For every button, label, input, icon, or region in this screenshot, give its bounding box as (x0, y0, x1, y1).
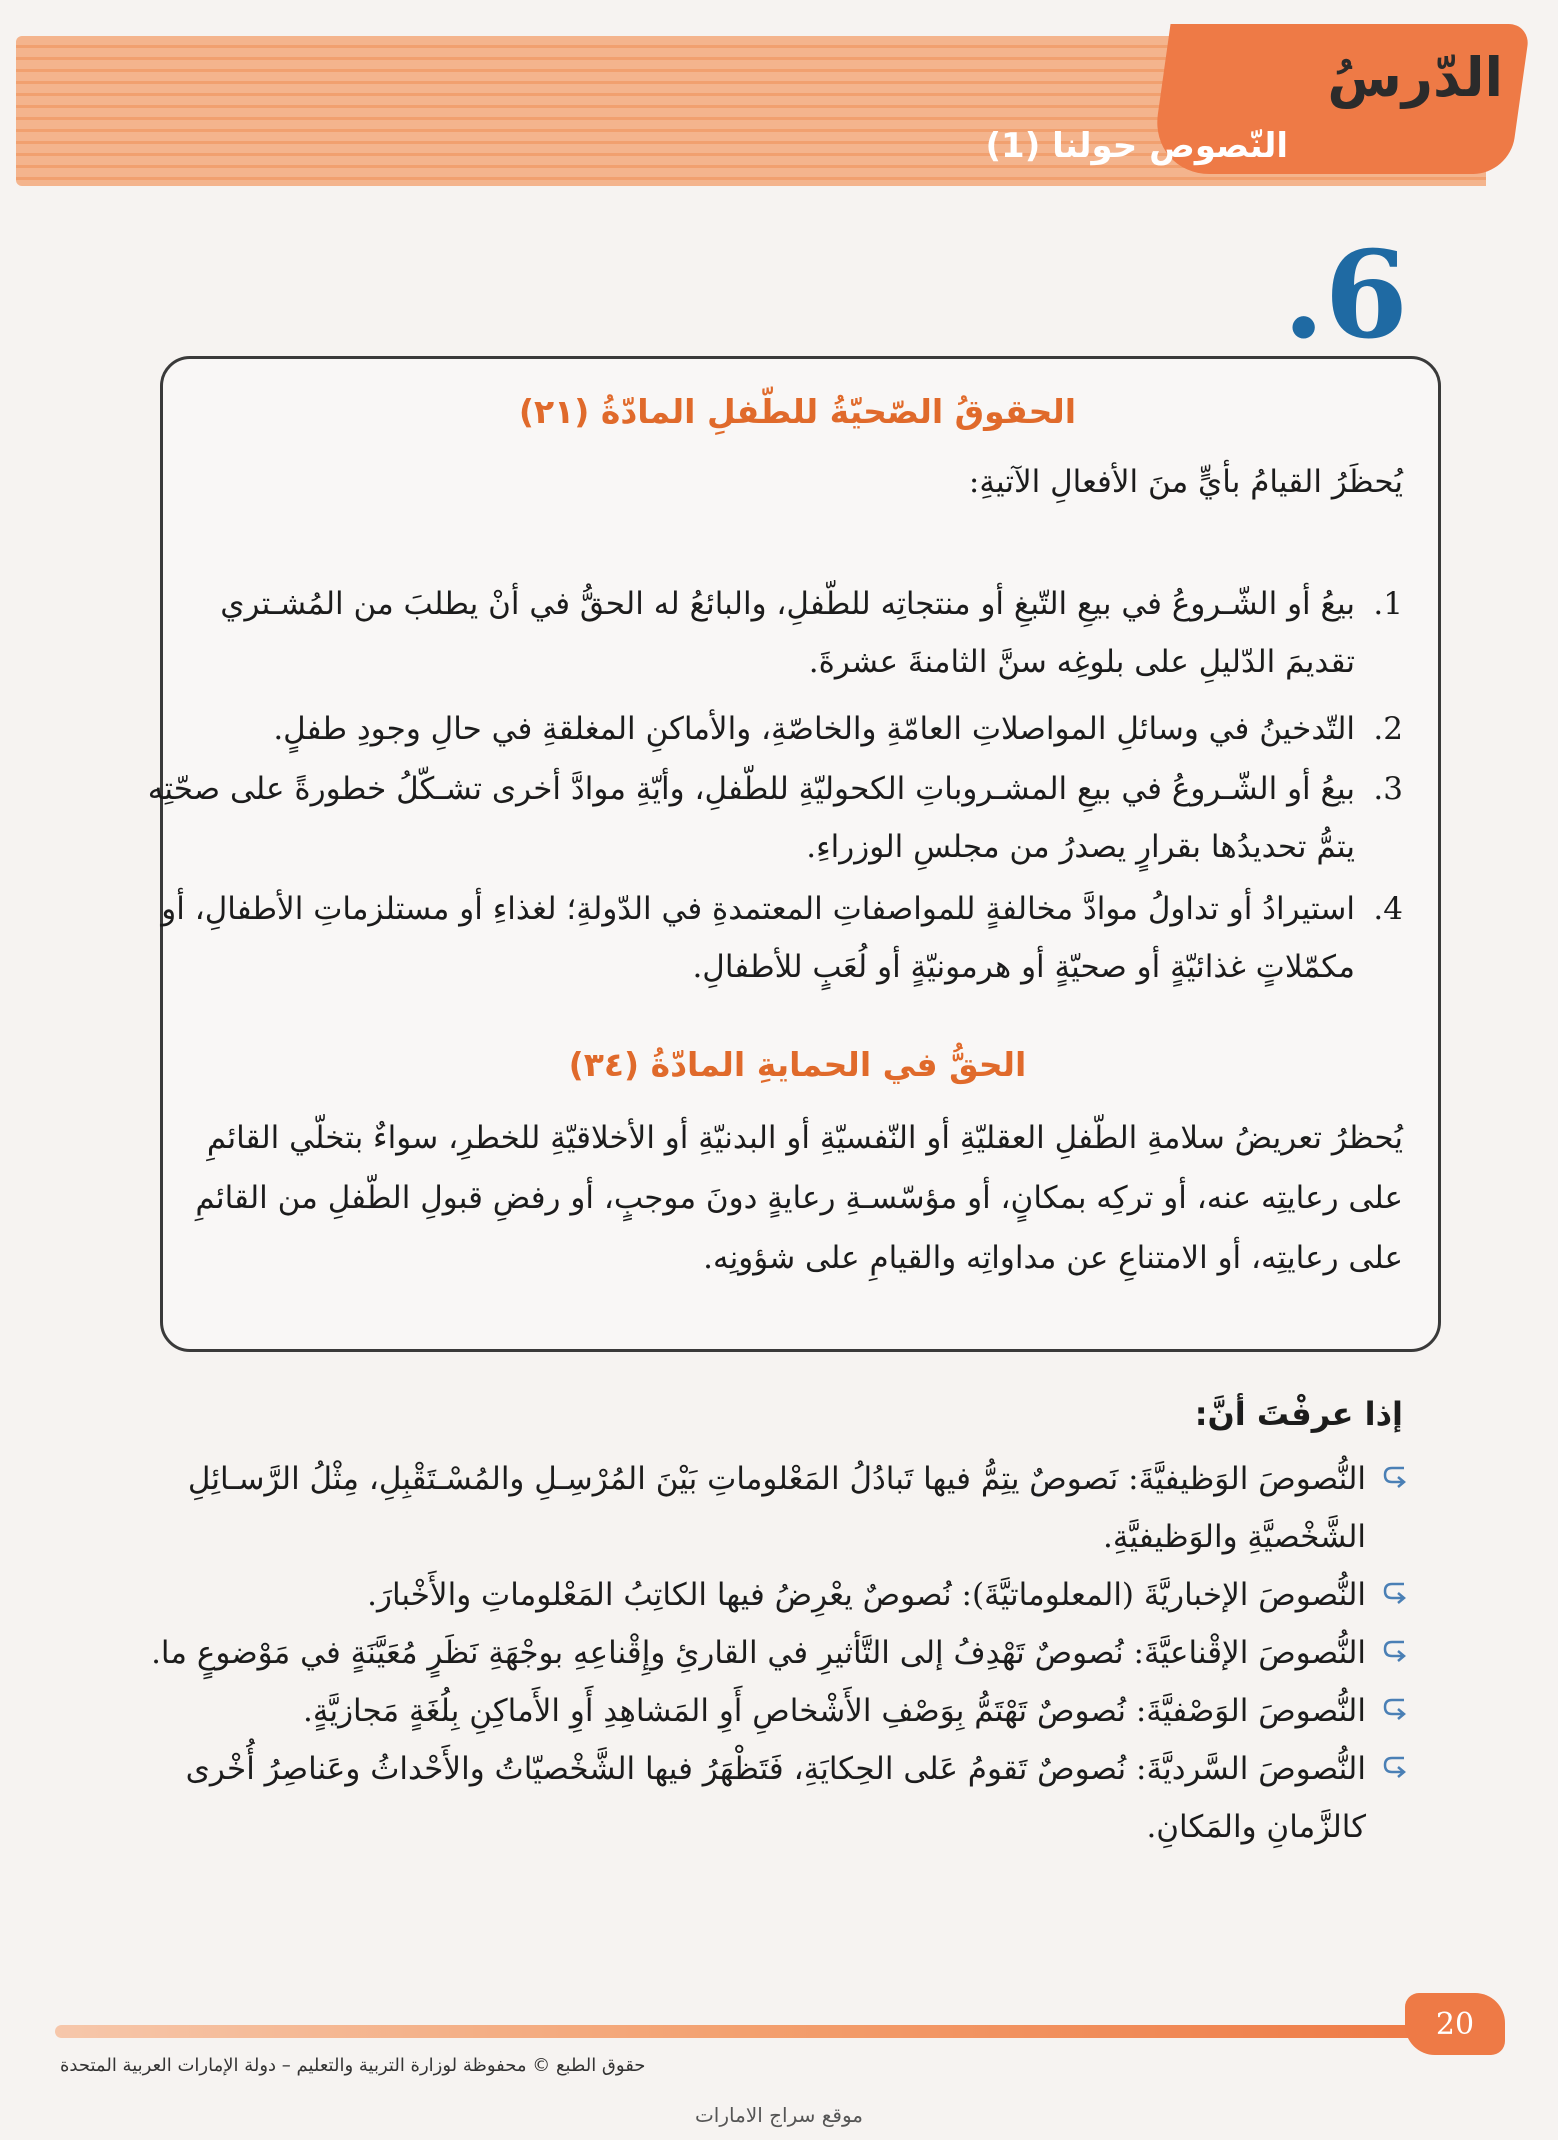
list-item (143, 760, 1403, 876)
arrow-bullet-icon (1380, 1462, 1408, 1490)
fact-item (143, 1740, 1408, 1856)
list-item-text: التّدخينُ في وسائلِ المواصلاتِ العامّةِ والخاصّةِ، والأماكنِ المغلقةِ في حالِ وجودِ طفلٍ. (273, 711, 1355, 747)
list-item-text: بيعُ أو الشّـروعُ في بيعِ التّبغِ أو منتجاتِه للطّفلِ، والبائعُ له الحقُّ في أنْ يطلبَ من المُشـتري تقديمَ الدّليلِ على بلوغِه سنَّ الثامنةَ عشرةَ. (220, 586, 1355, 680)
list-item-number: 2. (1373, 711, 1403, 747)
list-item-number: 4. (1373, 891, 1403, 927)
page-number: 20 (1405, 1993, 1505, 2055)
fact-text: النُّصوصَ الوَصْفيَّةَ: نُصوصٌ تَهْتَمُّ بِوَصْفِ الأَشْخاصِ أَوِ المَشاهِدِ أَوِ الأَماكِنِ بِلُغَةٍ مَجازيَّةٍ. (302, 1693, 1366, 1729)
fact-text: النُّصوصَ الوَظيفيَّةَ: نَصوصٌ يتِمُّ فيها تَبادُلُ المَعْلوماتِ بَيْنَ المُرْسِـلِ والمُسْـتَقْبِلِ، مِثْلُ الرَّسـائِلِ الشَّخْصيَّةِ والوَظيفيَّةِ. (187, 1461, 1366, 1555)
fact-item (143, 1682, 1408, 1740)
list-item-number: 3. (1373, 771, 1403, 807)
list-item-text: استيرادُ أو تداولُ موادَّ مخالفةٍ للمواصفاتِ المعتمدةِ في الدّولةِ؛ لغذاءِ أو مستلزماتِ الأطفالِ، أو مكمّلاتٍ غذائيّةٍ أو صحيّةٍ أو هرمونيّةٍ أو لُعَبٍ للأطفالِ. (161, 891, 1355, 985)
fact-item (143, 1450, 1408, 1566)
fact-text: النُّصوصَ الإخباريَّةَ (المعلوماتيَّةَ): نُصوصٌ يعْرِضُ فيها الكاتِبُ المَعْلوماتِ والأَخْبارَ. (367, 1577, 1366, 1613)
copyright-text: حقوق الطبع © محفوظة لوزارة التربية والتعليم – دولة الإمارات العربية المتحدة (60, 2055, 646, 2076)
list-item (143, 880, 1403, 996)
fact-item (143, 1566, 1408, 1624)
lesson-label: الدّرسُ (1327, 46, 1503, 109)
arrow-bullet-icon (1380, 1694, 1408, 1722)
section1-heading: الحقوقُ الصّحيّةُ للطّفلِ المادّةُ (٢١) (518, 392, 1077, 431)
lesson-subtitle: النّصوص حولنا (1) (985, 126, 1288, 166)
arrow-bullet-icon (1380, 1636, 1408, 1664)
list-item (143, 575, 1403, 691)
section2-heading: الحقُّ في الحمايةِ المادّةُ (٣٤) (568, 1045, 1027, 1084)
arrow-bullet-icon (1380, 1578, 1408, 1606)
fact-text: النُّصوصَ السَّرديَّةَ: نُصوصٌ تَقومُ عَلى الحِكايَةِ، فَتَظْهَرُ فيها الشَّخْصيّاتُ والأَحْداثُ وعَناصِرُ أُخْرى كالزَّمانِ والمَكانِ. (185, 1751, 1366, 1845)
fact-text: النُّصوصَ الإقْناعيَّةَ: نُصوصٌ تَهْدِفُ إلى التَّأثيرِ في القارئِ وإِقْناعِهِ بوجْهَةِ نَظَرٍ مُعَيَّنَةٍ في مَوْضوعٍ ما. (151, 1635, 1366, 1671)
section2-text: يُحظرُ تعريضُ سلامةِ الطّفلِ العقليّةِ أو النّفسيّةِ أو البدنيّةِ أو الأخلاقيّةِ للخطرِ، سواءٌ بتخلّي القائمِ على رعايتِه عنه، أو تركِه بمكانٍ، أو مؤسّسـةِ رعايةٍ دونَ موجبٍ، أو رفضِ قبولِ الطّفلِ من القائمِ على رعايتِه، أو الامتناعِ عن مداواتِه والقيامِ على شؤونِه. (195, 1120, 1403, 1276)
site-footer: موقع سراج الامارات (694, 2103, 864, 2127)
arrow-bullet-icon (1380, 1752, 1408, 1780)
list-item (143, 700, 1403, 758)
list-item-number: 1. (1373, 586, 1403, 622)
did-you-know-heading: إذا عرفْتَ أنَّ: (1194, 1395, 1403, 1433)
fact-item (143, 1624, 1408, 1682)
chapter-number: .6 (1282, 225, 1408, 366)
section1-intro: يُحظَرُ القيامُ بأيٍّ منَ الأفعالِ الآتيةِ: (968, 464, 1403, 500)
list-item-text: بيعُ أو الشّـروعُ في بيعِ المشـروباتِ الكحوليّةِ للطّفلِ، وأيّةِ موادَّ أخرى تشـكّلُ خطورةً على صحّتِه يتمُّ تحديدُها بقرارٍ يصدرُ من مجلسِ الوزراءِ. (147, 771, 1355, 865)
footer-bar (55, 2025, 1435, 2038)
